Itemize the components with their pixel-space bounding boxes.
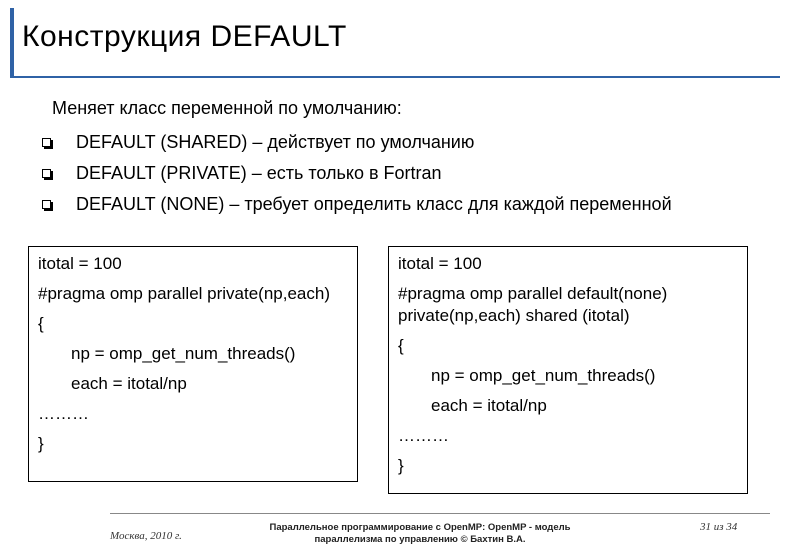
checkbox-bullet-icon <box>42 138 51 147</box>
title-underline <box>10 76 780 78</box>
bullet-item <box>40 131 760 154</box>
code-line: #pragma omp parallel private(np,each) <box>38 284 330 303</box>
footer-course-line: параллелизма по управлению © Бахтин В.А. <box>314 534 526 545</box>
code-line: each = itotal/np <box>71 374 187 393</box>
code-line: each = itotal/np <box>431 396 547 415</box>
footer-course-title <box>245 522 595 546</box>
title-accent-bar <box>10 8 14 76</box>
code-example-right <box>388 246 748 494</box>
code-line: itotal = 100 <box>38 254 122 273</box>
bullet-text: DEFAULT (PRIVATE) – есть только в Fortran <box>76 163 442 183</box>
code-line: { <box>38 314 44 333</box>
code-example-left <box>28 246 358 482</box>
code-line: itotal = 100 <box>398 254 482 273</box>
footer-divider <box>110 513 770 514</box>
code-line: np = omp_get_num_threads() <box>431 366 656 385</box>
code-line: #pragma omp parallel default(none) private(np,each) shared (itotal) <box>398 284 668 325</box>
bullet-item <box>40 193 760 216</box>
code-line: { <box>398 336 404 355</box>
checkbox-bullet-icon <box>42 169 51 178</box>
bullet-item <box>40 162 760 185</box>
bullet-list <box>40 131 760 224</box>
slide-title: Конструкция DEFAULT <box>22 20 347 53</box>
footer-location: Москва, 2010 г. <box>110 530 182 542</box>
intro-text: Меняет класс переменной по умолчанию: <box>52 98 402 118</box>
footer-course-line: Параллельное программирование с OpenMP: OpenMP - модель <box>269 522 571 533</box>
page-number: 31 из 34 <box>700 521 738 533</box>
bullet-text: DEFAULT (SHARED) – действует по умолчанию <box>76 132 475 152</box>
bullet-text: DEFAULT (NONE) – требует определить класс для каждой переменной <box>76 194 672 214</box>
code-line: } <box>38 434 44 453</box>
code-line: ……… <box>398 426 449 445</box>
code-line: } <box>398 456 404 475</box>
checkbox-bullet-icon <box>42 200 51 209</box>
code-line: np = omp_get_num_threads() <box>71 344 296 363</box>
code-line: ……… <box>38 404 89 423</box>
